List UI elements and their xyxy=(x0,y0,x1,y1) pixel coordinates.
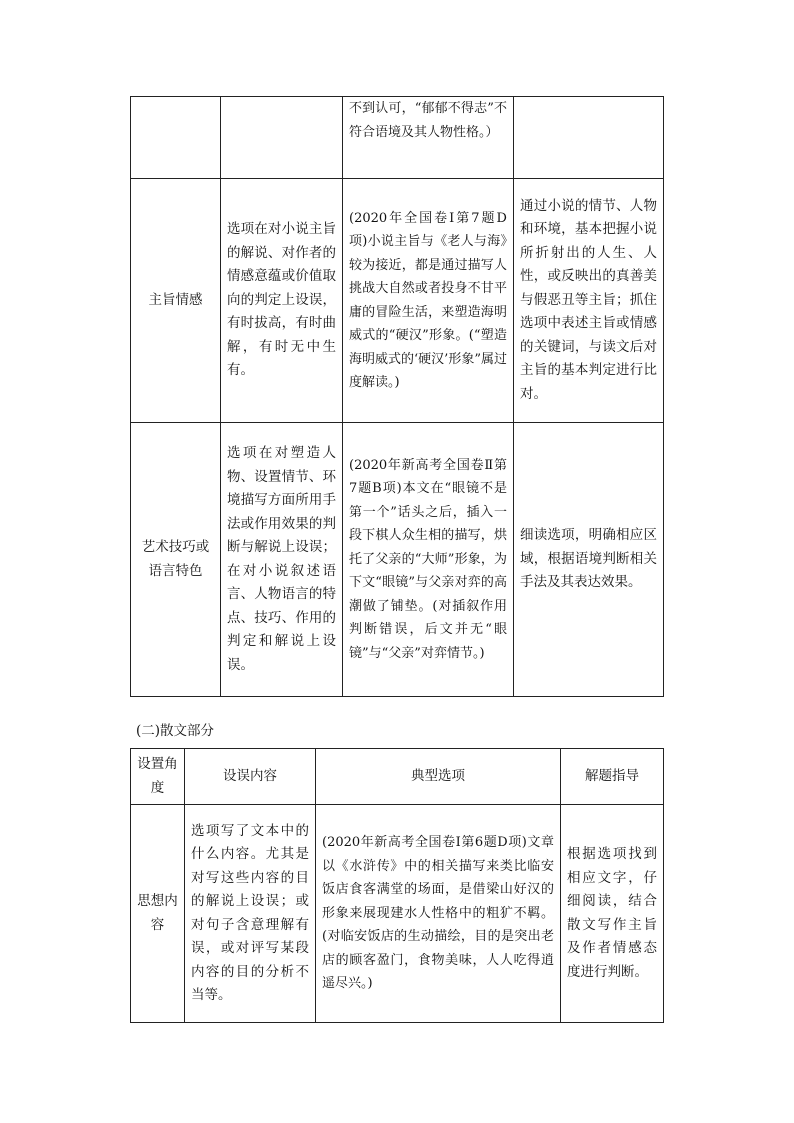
table-header-row xyxy=(131,749,664,805)
table-row xyxy=(131,97,664,179)
angle-cell: 思想内容 xyxy=(131,805,185,1023)
example-cell: (2020年新高考全国卷Ⅰ第6题D项)文章以《水浒传》中的相关描写来类比临安饭店食客满堂的场面，是借梁山好汉的形象来展现建水人性格中的粗犷不羁。(对临安饭店的生动描绘，目的是突出老店的顾客盈门，食物美味，人人吃得逍遥尽兴。) xyxy=(316,805,561,1023)
header-content: 设误内容 xyxy=(185,749,316,805)
content-cell: 选项在对小说主旨的解说、对作者的情感意蕴或价值取向的判定上设误，有时拔高，有时曲解，有时无中生有。 xyxy=(221,179,343,423)
section-heading: (二)散文部分 xyxy=(136,723,215,739)
content-cell: 选项在对塑造人物、设置情节、环境描写方面所用手法或作用效果的判断与解说上设误；在对小说叙述语言、人物语言的特点、技巧、作用的判定和解说上设误。 xyxy=(221,423,343,697)
header-example: 典型选项 xyxy=(316,749,561,805)
guidance-cell xyxy=(514,97,664,179)
angle-cell xyxy=(131,97,221,179)
example-cell: (2020年全国卷Ⅰ第7题D项)小说主旨与《老人与海》较为接近，都是通过描写人挑战大自然或者投身不甘平庸的冒险生活，来塑造海明威式的“硬汉”形象。(“塑造海明威式的‘硬汉’形象”属过度解读。) xyxy=(343,179,514,423)
angle-cell: 主旨情感 xyxy=(131,179,221,423)
guidance-cell: 细读选项，明确相应区域，根据语境判断相关手法及其表达效果。 xyxy=(514,423,664,697)
header-guidance: 解题指导 xyxy=(561,749,664,805)
table-row xyxy=(131,423,664,697)
angle-cell: 艺术技巧或语言特色 xyxy=(131,423,221,697)
table-row xyxy=(131,805,664,1023)
content-cell: 选项写了文本中的什么内容。尤其是对写这些内容的目的解说上设误；或对句子含意理解有误，或对评写某段内容的目的分析不当等。 xyxy=(185,805,316,1023)
prose-error-table xyxy=(130,748,664,1023)
header-angle: 设置角度 xyxy=(131,749,185,805)
example-cell: (2020年新高考全国卷Ⅱ第7题B项)本文在“眼镜不是第一个”话头之后，插入一段下棋人众生相的描写，烘托了父亲的“大师”形象，为下文“眼镜”与父亲对弈的高潮做了铺垫。(对插叙作用判断错误，后文并无“眼镜”与“父亲”对弈情节。) xyxy=(343,423,514,697)
example-cell: 不到认可，“郁郁不得志”不符合语境及其人物性格。） xyxy=(343,97,514,179)
novel-error-table xyxy=(130,96,664,697)
guidance-cell: 通过小说的情节、人物和环境，基本把握小说所折射出的人生、人性，或反映出的真善美与假恶丑等主旨；抓住选项中表述主旨或情感的关键词，与读文后对主旨的基本判定进行比对。 xyxy=(514,179,664,423)
table-row xyxy=(131,179,664,423)
content-cell xyxy=(221,97,343,179)
guidance-cell: 根据选项找到相应文字，仔细阅读，结合散文写作主旨及作者情感态度进行判断。 xyxy=(561,805,664,1023)
